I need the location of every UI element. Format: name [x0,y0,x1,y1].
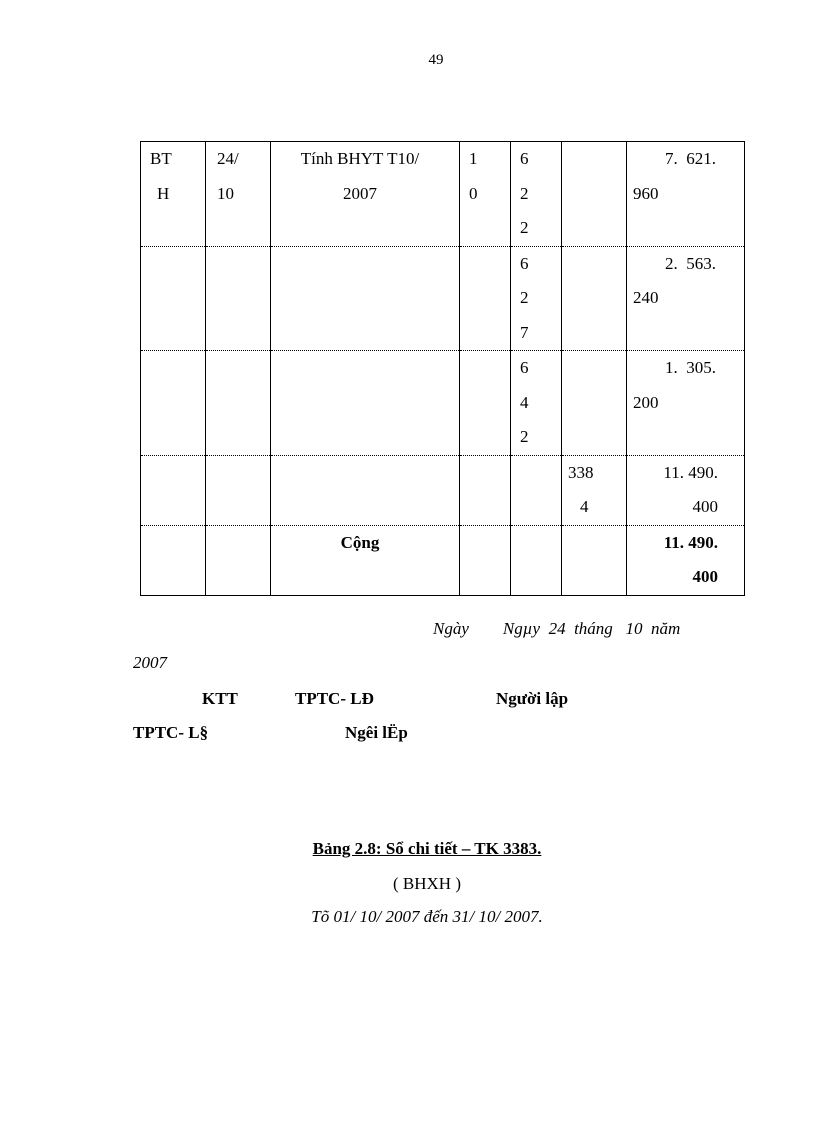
cell-debit-account [511,455,562,525]
cell-line [150,247,205,282]
cell-line [150,281,205,316]
total-label-text: Cộng [340,532,380,552]
cell-date [206,246,271,351]
cell-line: 2 [520,288,529,307]
cell-line: 2007 [343,183,377,203]
signature-nguoi-lap-garbled: Ngêi lËp [345,723,408,742]
cell-line: 2 [520,427,529,446]
cell-line [520,490,561,525]
signature-tptc: TPTC- LĐ [295,689,374,708]
cell-line [469,456,510,491]
table-caption-title: Bảng 2.8: Sổ chi tiết – TK 3383. [312,839,542,858]
page-number: 49 [428,52,444,68]
date-year: 2007 [133,653,167,672]
cell-line [271,281,449,316]
cell-line [150,456,205,491]
cell-line [217,247,270,282]
table-row [141,351,745,456]
cell-line [469,420,510,455]
cell-line [150,420,205,455]
cell-line [568,211,626,246]
cell-line [271,247,449,282]
cell-line: 4 [520,392,529,412]
total-amount-line: 11. 490. [663,532,718,552]
cell-line [568,351,626,386]
cell-line [568,142,626,177]
cell-line: 1. 305. [665,358,716,377]
cell-line [469,351,510,386]
cell-line: 200 [633,392,659,412]
empty-cell [460,525,511,595]
cell-line: Tính BHYT T10/ [300,149,420,168]
cell-line [271,456,449,491]
cell-credit-account [562,246,627,351]
cell-document [141,246,206,351]
cell-page [460,142,511,247]
cell-date [206,142,271,247]
cell-line [271,211,449,246]
empty-cell [141,525,206,595]
cell-credit-account [562,142,627,247]
cell-line [271,316,449,351]
cell-line [568,177,626,212]
cell-line: H [157,183,170,203]
ledger-body [141,142,745,596]
cell-line [217,316,270,351]
cell-page [460,455,511,525]
cell-line [271,490,449,525]
cell-line [469,316,510,351]
cell-line: 400 [692,497,718,516]
empty-cell [206,525,271,595]
cell-line [217,420,270,455]
cell-line: 4 [580,497,589,516]
cell-line [150,490,205,525]
cell-line: 1 [469,149,478,168]
total-label [271,525,460,595]
cell-line: 0 [469,183,478,203]
cell-line [217,211,270,246]
cell-line [568,316,626,351]
cell-line: 24/ [217,149,239,168]
cell-line: 960 [633,183,659,203]
cell-line [150,316,205,351]
cell-line: 11. 490. [663,462,718,482]
cell-line: 2 [520,183,529,203]
signature-ktt: KTT [202,689,238,708]
cell-line [568,386,626,421]
cell-line [217,490,270,525]
cell-line: 2 [520,218,529,237]
cell-line [271,386,449,421]
cell-line [469,490,510,525]
table-row [141,246,745,351]
empty-cell [511,525,562,595]
cell-line [271,351,449,386]
cell-line [568,247,626,282]
cell-line: 7. 621. [665,149,716,168]
cell-line [627,211,744,246]
cell-credit-account [562,351,627,456]
cell-line [217,386,270,421]
cell-description [271,142,460,247]
cell-line: BT [150,149,172,168]
cell-amount [627,246,745,351]
cell-amount [627,351,745,456]
cell-line: 6 [520,253,529,273]
cell-line [469,386,510,421]
ledger-table [140,141,745,596]
cell-date [206,455,271,525]
table-caption-subtitle: ( BHXH ) [393,874,461,893]
table-row [141,455,745,525]
cell-line [568,281,626,316]
cell-document [141,455,206,525]
cell-line [627,420,744,455]
cell-line: 338 [568,462,594,482]
cell-line [217,351,270,386]
cell-line [150,211,205,246]
cell-page [460,351,511,456]
signature-nguoi-lap: Người lập [496,689,569,708]
cell-line [568,420,626,455]
cell-line: 10 [217,183,234,203]
total-amount [627,525,745,595]
cell-document [141,142,206,247]
cell-line [217,281,270,316]
cell-debit-account [511,351,562,456]
cell-date [206,351,271,456]
table-row [141,142,745,247]
cell-amount [627,455,745,525]
empty-cell [562,525,627,595]
cell-credit-account [562,455,627,525]
cell-line [150,386,205,421]
date-line: Ngày Ngµy 24 tháng 10 năm [433,619,681,638]
cell-document [141,351,206,456]
cell-line [469,281,510,316]
cell-amount [627,142,745,247]
cell-description [271,351,460,456]
cell-description [271,246,460,351]
cell-line: 2. 563. [665,253,716,273]
cell-line [520,456,561,491]
cell-line [627,316,744,351]
cell-line: 7 [520,322,529,342]
table-row-total [141,525,745,595]
cell-description [271,455,460,525]
signature-tptc-garbled: TPTC- L§ [133,723,209,742]
cell-line [271,420,449,455]
cell-line: 6 [520,358,529,377]
cell-line: 240 [633,288,659,307]
cell-line [217,456,270,491]
total-amount-line: 400 [692,567,718,586]
cell-line [469,247,510,282]
cell-debit-account [511,142,562,247]
cell-line: 6 [520,149,529,168]
table-caption-range: Tõ 01/ 10/ 2007 đến 31/ 10/ 2007. [311,907,543,926]
cell-debit-account [511,246,562,351]
cell-line [469,211,510,246]
cell-page [460,246,511,351]
cell-line [150,351,205,386]
